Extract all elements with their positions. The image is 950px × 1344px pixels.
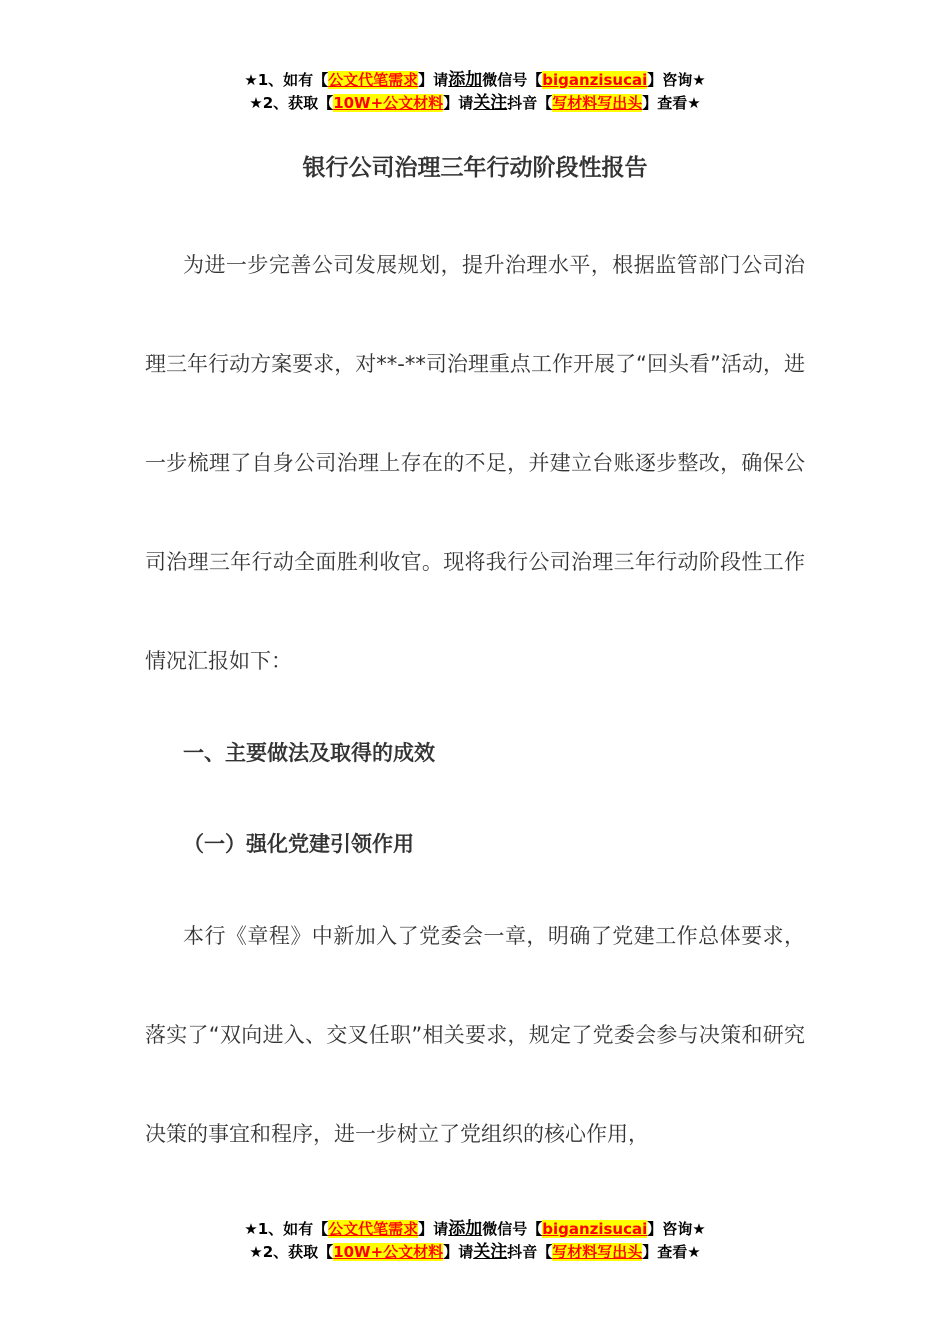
subsection-heading-1: （一）强化党建引领作用: [183, 832, 414, 856]
promo-line-1: [0, 69, 950, 92]
promo-line-2-prefix: ★2、获取【: [249, 94, 334, 112]
promo-line-1-middle-2: 微信号【: [482, 71, 543, 89]
promo-line-2: [0, 1241, 950, 1264]
promo-line-2-douyin-id: 写材料写出头: [552, 1243, 643, 1261]
promo-line-2-highlight-1: 10W+公文材料: [333, 94, 444, 112]
promo-line-2-prefix: ★2、获取【: [249, 1243, 334, 1261]
promo-line-1-prefix: ★1、如有【: [244, 1220, 329, 1238]
promo-line-2-middle-2: 抖音【: [507, 94, 553, 112]
promo-line-2-middle-1: 】请: [443, 1243, 474, 1261]
promo-line-1-highlight-1: 公文代笔需求: [328, 71, 419, 89]
promo-line-1-emphasis: 添加: [448, 1219, 483, 1239]
promo-line-1-middle-2: 微信号【: [482, 1220, 543, 1238]
promo-line-2-middle-2: 抖音【: [507, 1243, 553, 1261]
promo-line-1-middle-1: 】请: [418, 71, 449, 89]
promo-line-1-suffix: 】咨询★: [647, 71, 706, 89]
promo-line-2: [0, 92, 950, 115]
promo-line-2-suffix: 】查看★: [642, 94, 701, 112]
promo-line-2-emphasis: 关注: [473, 93, 508, 113]
section-heading-1: 一、主要做法及取得的成效: [183, 741, 435, 765]
promo-line-1-wechat-id: biganzisucai: [542, 71, 648, 89]
bottom-promo-banner: [0, 1218, 950, 1264]
promo-line-2-middle-1: 】请: [443, 94, 474, 112]
promo-line-1: [0, 1218, 950, 1241]
document-title: 银行公司治理三年行动阶段性报告: [302, 155, 648, 181]
intro-paragraph: 为进一步完善公司发展规划，提升治理水平，根据监管部门公司治理三年行动方案要求，对**-**司治理重点工作开展了“回头看”活动，进一步梳理了自身公司治理上存在的不足，并建立台账逐步整改，确保公司治理三年行动全面胜利收官。现将我行公司治理三年行动阶段性工作情况汇报如下：: [145, 253, 805, 673]
promo-line-2-douyin-id: 写材料写出头: [552, 94, 643, 112]
promo-line-2-highlight-1: 10W+公文材料: [333, 1243, 444, 1261]
promo-line-1-emphasis: 添加: [448, 70, 483, 90]
promo-line-1-highlight-1: 公文代笔需求: [328, 1220, 419, 1238]
promo-line-2-emphasis: 关注: [473, 1242, 508, 1262]
promo-line-1-middle-1: 】请: [418, 1220, 449, 1238]
promo-line-1-prefix: ★1、如有【: [244, 71, 329, 89]
promo-line-2-suffix: 】查看★: [642, 1243, 701, 1261]
top-promo-banner: [0, 69, 950, 115]
body-paragraph-2: 本行《章程》中新加入了党委会一章，明确了党建工作总体要求，落实了“双向进入、交叉任职”相关要求，规定了党委会参与决策和研究决策的事宜和程序，进一步树立了党组织的核心作用，: [145, 924, 805, 1146]
promo-line-1-suffix: 】咨询★: [647, 1220, 706, 1238]
promo-line-1-wechat-id: biganzisucai: [542, 1220, 648, 1238]
